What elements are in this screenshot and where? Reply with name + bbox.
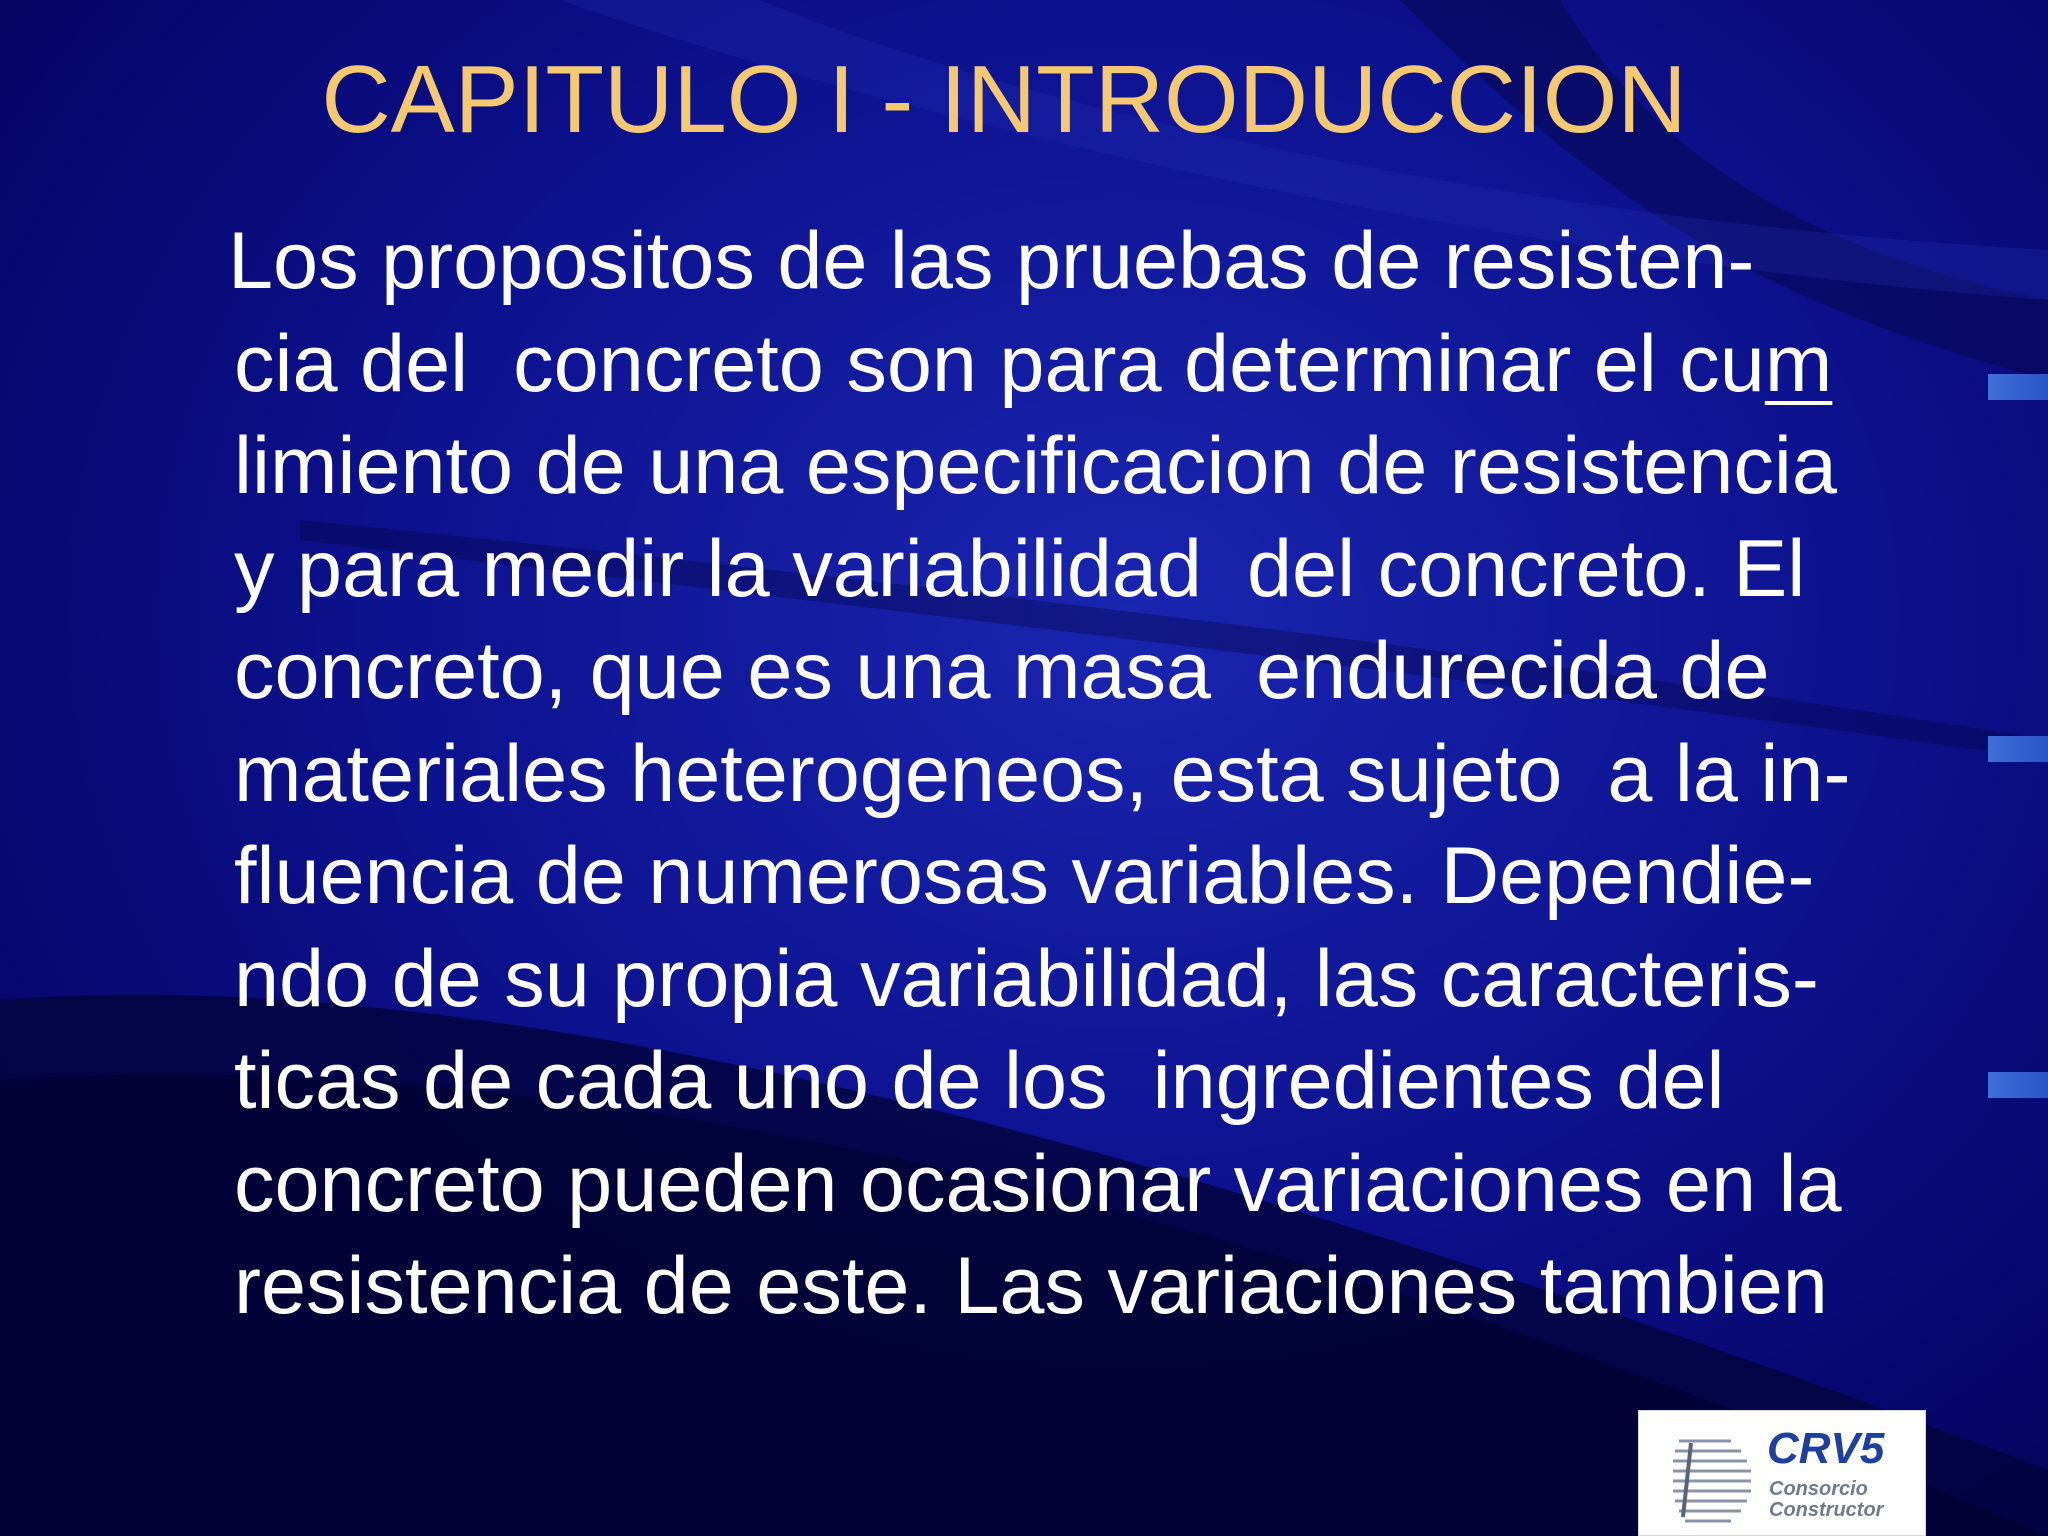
slide-body — [228, 210, 1954, 1338]
body-line: materiales heterogeneos, esta sujeto a la in- — [234, 728, 1851, 819]
body-line: y para medir la variabilidad del concreto. El — [234, 523, 1806, 614]
logo-line-consorcio: Consorcio — [1769, 1478, 1868, 1500]
slide-title-text: CAPITULO I - INTRODUCCION — [321, 46, 1687, 153]
body-line-text: cia del concreto son para determinar el cu — [234, 318, 1765, 409]
body-line: limiento de una especificacion de resistencia — [234, 421, 1837, 511]
logo-line-constructor: Constructor — [1769, 1499, 1884, 1521]
company-logo — [1638, 1410, 1926, 1536]
body-line: resistencia de este. Las variaciones tambien — [234, 1241, 1828, 1331]
slide-title — [0, 42, 2048, 158]
body-line: concreto pueden ocasionar variaciones en la — [234, 1138, 1842, 1229]
body-line: ndo de su propia variabilidad, las caracteris- — [234, 933, 1819, 1024]
body-line: ticas de cada uno de los ingredientes del — [234, 1036, 1725, 1126]
body-line: concreto, que es una masa endurecida de — [234, 626, 1770, 716]
body-line: fluencia de numerosas variables. Dependie- — [234, 831, 1815, 921]
logo-emblem-icon — [1671, 1431, 1771, 1531]
logo-brand-text: CRV5 — [1767, 1424, 1885, 1473]
edge-decoration-mark — [1988, 1072, 2048, 1098]
body-line: Los propositos de las pruebas de resisten- — [228, 216, 1755, 306]
body-line-with-underline — [234, 313, 1954, 416]
underlined-fragment: m — [1764, 318, 1833, 409]
edge-decoration-mark — [1988, 736, 2048, 762]
edge-decoration-mark — [1988, 374, 2048, 400]
